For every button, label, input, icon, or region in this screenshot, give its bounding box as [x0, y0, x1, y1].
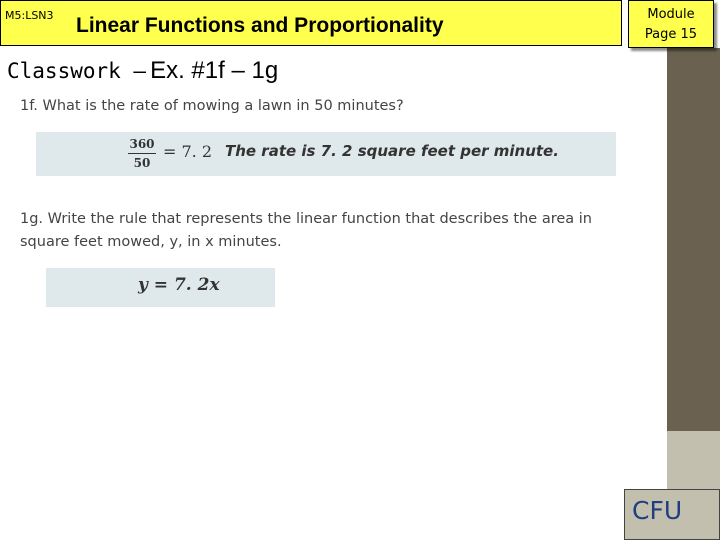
question-1g-line1: 1g. Write the rule that represents the linear function that describes the area in: [20, 211, 592, 227]
rate-fraction: [128, 137, 156, 170]
exercise-label: Ex. #1f – 1g: [150, 57, 279, 84]
section-heading: [7, 57, 278, 85]
rate-equals-value: = 7. 2: [163, 142, 213, 161]
fraction-denominator: 50: [133, 156, 151, 170]
answer-1g-equation: y = 7. 2x: [138, 275, 220, 295]
page-title: Linear Functions and Proportionality: [76, 14, 444, 37]
answer-box-1f: [36, 132, 616, 176]
lesson-code: M5:LSN3: [5, 9, 54, 22]
module-page-box: [628, 0, 714, 48]
title-bar: [0, 0, 622, 46]
question-1f-text: 1f. What is the rate of mowing a lawn in 50 minutes?: [20, 98, 404, 114]
answer-1f-text: The rate is 7. 2 square feet per minute.: [225, 142, 559, 160]
question-1g-text: [20, 208, 592, 254]
sidebar-dark-band: [667, 48, 720, 431]
question-1g-line2: square feet mowed, y, in x minutes.: [20, 234, 282, 250]
module-label: Module: [647, 7, 695, 22]
fraction-numerator: 360: [129, 137, 155, 151]
fraction-bar: [128, 153, 156, 154]
page-number-label: Page 15: [644, 27, 698, 42]
classwork-label: Classwork –: [7, 59, 147, 83]
answer-box-1g: [46, 268, 275, 307]
cfu-button[interactable]: CFU: [624, 489, 720, 540]
